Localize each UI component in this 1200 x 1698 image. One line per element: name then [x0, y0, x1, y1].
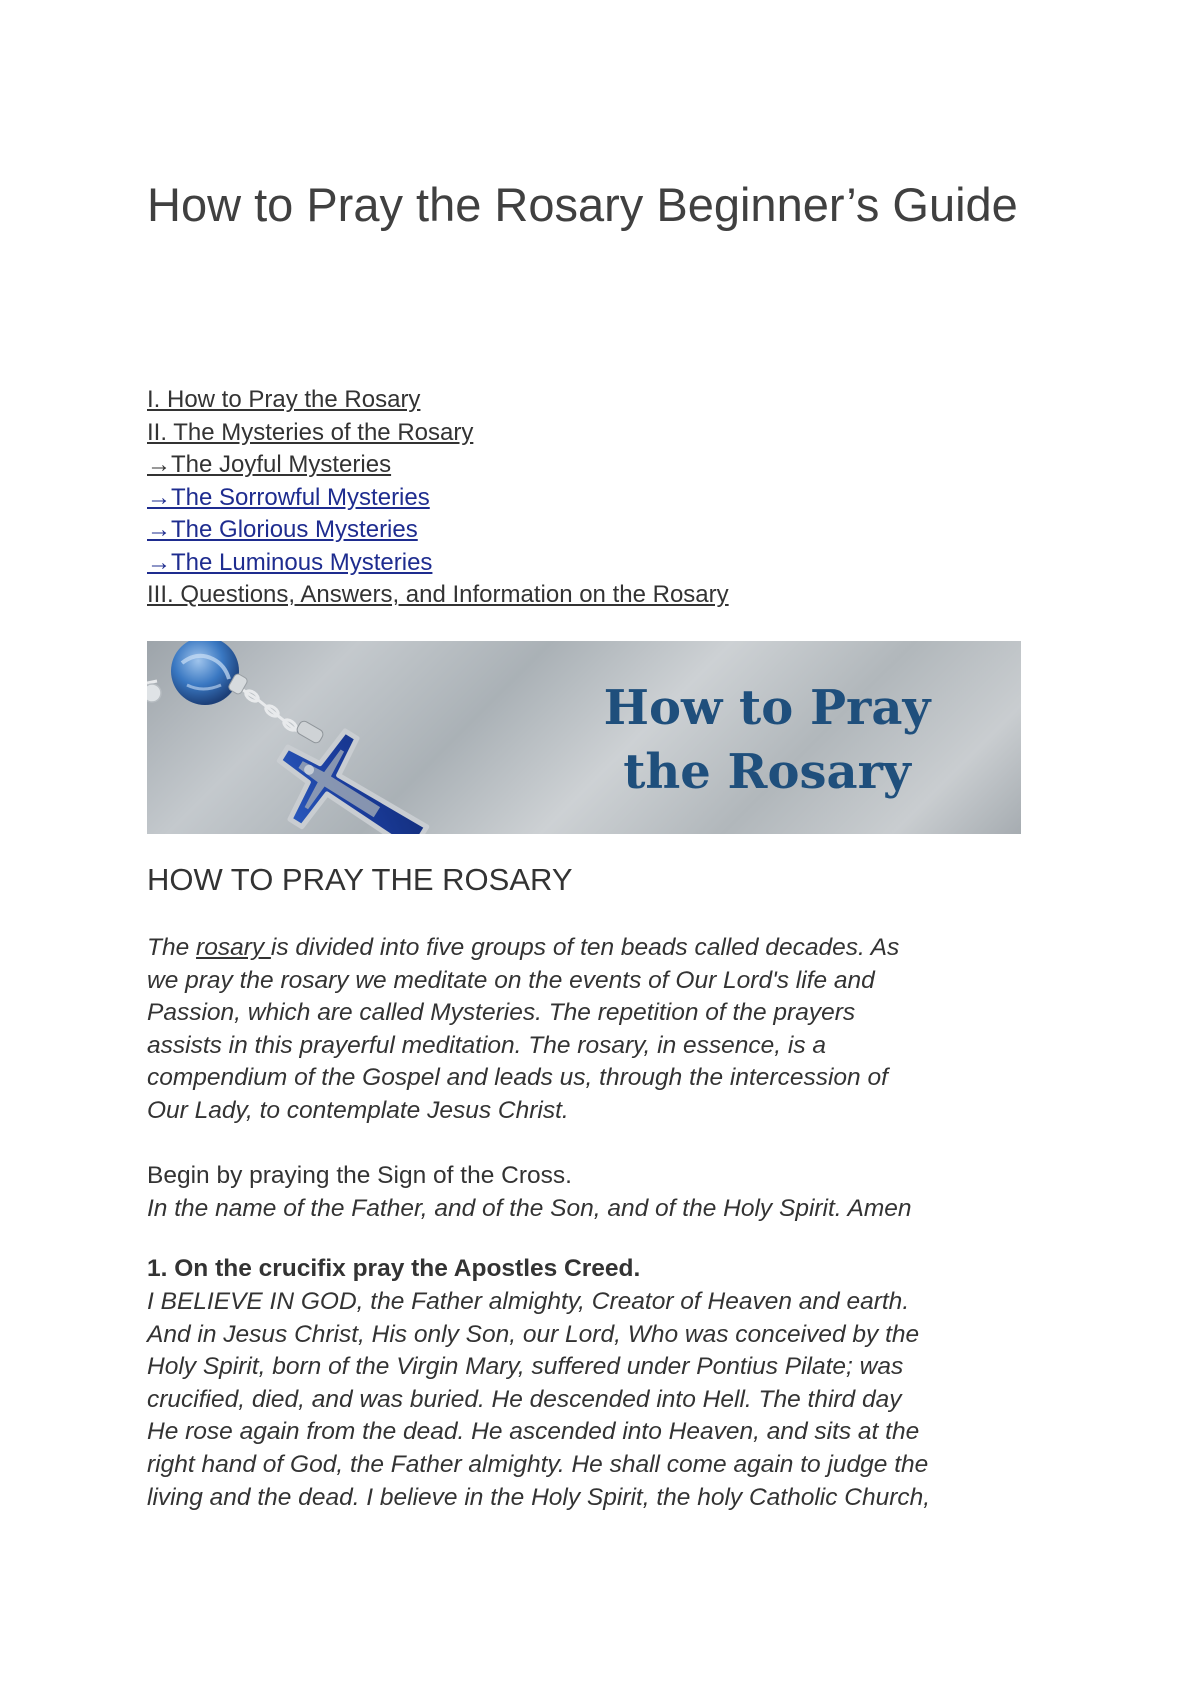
toc-link-sorrowful-mysteries[interactable]: →The Sorrowful Mysteries: [147, 483, 430, 511]
creed-line: And in Jesus Christ, His only Son, our Lord, Who was conceived by the: [147, 1320, 920, 1348]
toc-link-joyful-mysteries[interactable]: →The Joyful Mysteries: [147, 451, 392, 478]
banner-line-2: the Rosary: [623, 744, 911, 800]
step-1-heading: 1. On the crucifix pray the Apostles Creed.: [147, 1255, 641, 1282]
toc-link-questions-answers[interactable]: III. Questions, Answers, and Information on the Rosary: [147, 581, 729, 608]
intro-text-start: The: [147, 934, 197, 961]
section-heading: HOW TO PRAY THE ROSARY: [147, 862, 573, 897]
intro-text-rest: is divided into five groups of ten beads called decades. As: [270, 934, 900, 961]
toc-link-luminous-mysteries[interactable]: →The Luminous Mysteries: [147, 548, 433, 576]
table-of-contents: [147, 384, 729, 612]
sign-of-cross-instruction: Begin by praying the Sign of the Cross.: [147, 1162, 572, 1189]
intro-line: we pray the rosary we meditate on the events of Our Lord's life and: [147, 966, 875, 994]
toc-link-how-to-pray[interactable]: I. How to Pray the Rosary: [147, 386, 421, 413]
intro-line: [147, 932, 1047, 965]
intro-paragraph: [147, 932, 1047, 1128]
intro-line: assists in this prayerful meditation. The rosary, in essence, is a: [147, 1031, 827, 1059]
creed-line: crucified, died, and was buried. He descended into Hell. The third day: [147, 1385, 902, 1413]
intro-line: Passion, which are called Mysteries. The repetition of the prayers: [147, 999, 856, 1027]
banner-line-1: How to Pray: [603, 680, 931, 736]
crucifix: [256, 710, 447, 834]
banner-heading: [557, 676, 977, 804]
intro-line: compendium of the Gospel and leads us, through the intercession of: [147, 1064, 888, 1092]
toc-link-glorious-mysteries[interactable]: →The Glorious Mysteries: [147, 516, 418, 543]
sign-of-cross-prayer: In the name of the Father, and of the Son, and of the Holy Spirit. Amen: [147, 1194, 912, 1222]
creed-line: Holy Spirit, born of the Virgin Mary, suffered under Pontius Pilate; was: [147, 1353, 904, 1381]
creed-line: right hand of God, the Father almighty. He shall come again to judge the: [147, 1450, 929, 1478]
intro-line: Our Lady, to contemplate Jesus Christ.: [147, 1096, 569, 1124]
apostles-creed-text: [147, 1286, 930, 1514]
sign-of-cross-block: [147, 1160, 912, 1225]
creed-line: living and the dead. I believe in the Holy Spirit, the holy Catholic Church,: [147, 1483, 931, 1511]
page-title: How to Pray the Rosary Beginner’s Guide: [147, 178, 1018, 231]
rosary-banner-image: [147, 641, 1021, 834]
creed-line: I BELIEVE IN GOD, the Father almighty, Creator of Heaven and earth.: [147, 1288, 910, 1315]
creed-line: He rose again from the dead. He ascended into Heaven, and sits at the: [147, 1418, 920, 1446]
rosary-link[interactable]: rosary: [196, 934, 271, 961]
toc-link-mysteries[interactable]: II. The Mysteries of the Rosary: [147, 418, 474, 446]
